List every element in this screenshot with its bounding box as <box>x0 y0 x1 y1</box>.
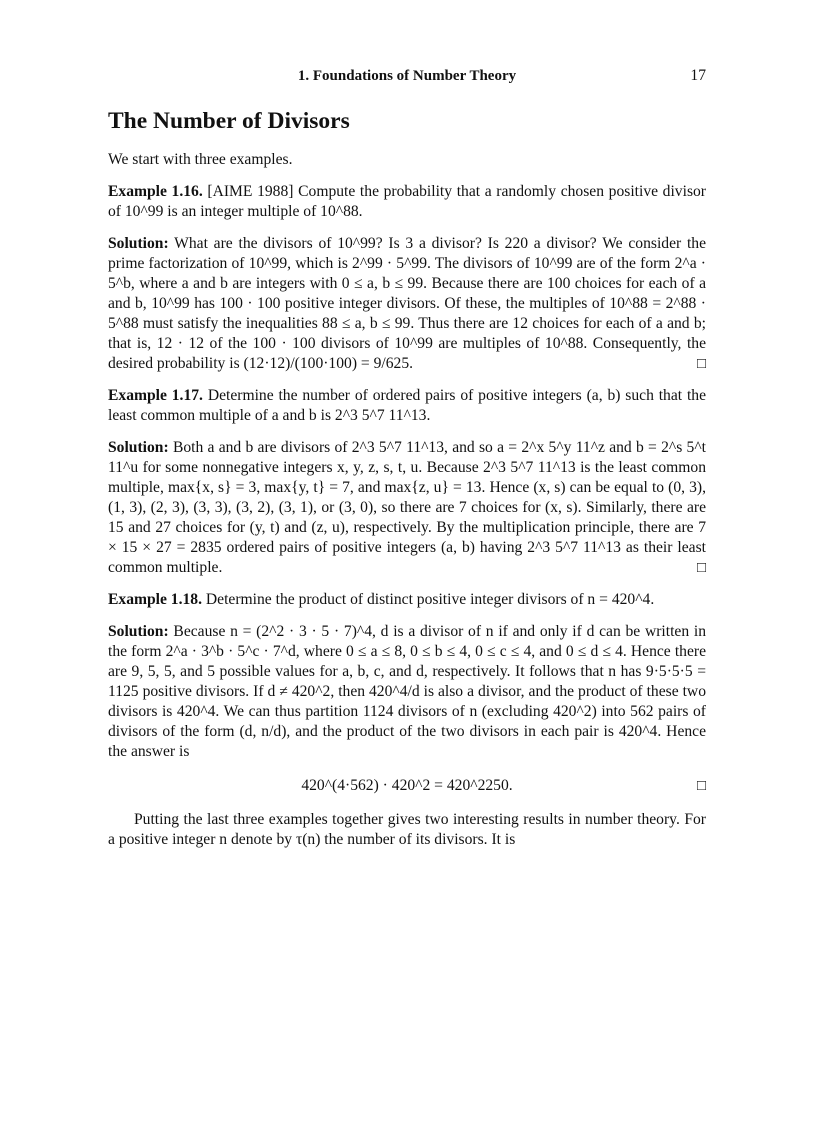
example-text: Determine the product of distinct positive integer divisors of n = 420^4. <box>205 591 655 608</box>
example-1-17 <box>108 386 706 426</box>
qed-square-icon: □ <box>696 560 706 576</box>
solution-label: Solution: <box>108 235 169 252</box>
qed-square-icon: □ <box>696 778 706 794</box>
closing-paragraph: Putting the last three examples together gives two interesting results in number theory. For a positive integer n denote by τ(n) the number of its divisors. It is <box>108 811 706 848</box>
display-equation <box>108 776 706 798</box>
page-body <box>108 150 706 850</box>
solution-1-17 <box>108 438 706 578</box>
intro-paragraph: We start with three examples. <box>108 151 293 168</box>
solution-1-18 <box>108 622 706 762</box>
example-text: Determine the number of ordered pairs of positive integers (a, b) such that the least common multiple of a and b is 2^3 5^7 11^13. <box>108 387 707 424</box>
example-text: [AIME 1988] Compute the probability that a randomly chosen positive divisor of 10^99 is an integer multiple of 10^88. <box>108 183 706 220</box>
example-label: Example 1.18. <box>108 591 202 608</box>
page-number: 17 <box>690 67 706 84</box>
solution-text: What are the divisors of 10^99? Is 3 a divisor? Is 220 a divisor? We consider the prime factorization of 10^99, which is 2^99 · 5^99. The divisors of 10^99 are of the form 2^a · 5^b, where a and b are integers with 0 ≤ a, b ≤ 99. Because there are 100 choices for each of a and b, 10^99 has 100 · 100 positive integer divisors. Of these, the multiples of 10^88 = 2^88 · 5^88 must satisfy the inequalities 88 ≤ a, b ≤ 99. Thus there are 12 choices for each of a and b; that is, 12 · 12 of the 100 · 100 divisors of 10^99 are multiples of 10^88. Consequently, the desired probability is (12·12)/(100·100) = 9/625. <box>108 235 706 372</box>
solution-label: Solution: <box>108 439 169 456</box>
example-1-18 <box>108 590 706 610</box>
example-1-16 <box>108 182 706 222</box>
example-label: Example 1.17. <box>108 387 203 404</box>
qed-square-icon: □ <box>696 356 706 372</box>
running-head <box>108 66 706 86</box>
solution-text: Both a and b are divisors of 2^3 5^7 11^13, and so a = 2^x 5^y 11^z and b = 2^s 5^t 11^u for some nonnegative integers x, y, z, s, t, u. Because 2^3 5^7 11^13 is the least common multiple, max{x, s} = 3, max{y, t} = 7, and max{z, u} = 13. Hence (x, s) can be equal to (0, 3), (1, 3), (2, 3), (3, 3), (3, 2), (3, 1), or (3, 0), so there are 7 choices for (x, s). Similarly, there are 15 and 27 choices for (y, t) and (z, u), respectively. By the multiplication principle, there are 7 × 15 × 27 = 2835 ordered pairs of positive integers (a, b) having 2^3 5^7 11^13 as their least common multiple. <box>108 439 706 576</box>
section-title: The Number of Divisors <box>108 108 350 134</box>
solution-text: Because n = (2^2 · 3 · 5 · 7)^4, d is a divisor of n if and only if d can be written in the form 2^a · 3^b · 5^c · 7^d, where 0 ≤ a ≤ 8, 0 ≤ b ≤ 4, 0 ≤ c ≤ 4, and 0 ≤ d ≤ 4. Hence there are 9, 5, 5, and 5 possible values for a, b, c, and d, respectively. It follows that n has 9·5·5·5 = 1125 positive divisors. If d ≠ 420^2, then 420^4/d is also a divisor, and the product of these two divisors is 420^4. We can thus partition 1124 divisors of n (excluding 420^2) into 562 pairs of divisors of the form (d, n/d), and the product of the two divisors in each pair is 420^4. Hence the answer is <box>108 623 706 760</box>
example-label: Example 1.16. <box>108 183 203 200</box>
answer-equation: 420^(4·562) · 420^2 = 420^2250. <box>301 777 513 794</box>
solution-1-16 <box>108 234 706 374</box>
chapter-title: 1. Foundations of Number Theory <box>297 68 517 84</box>
solution-label: Solution: <box>108 623 169 640</box>
